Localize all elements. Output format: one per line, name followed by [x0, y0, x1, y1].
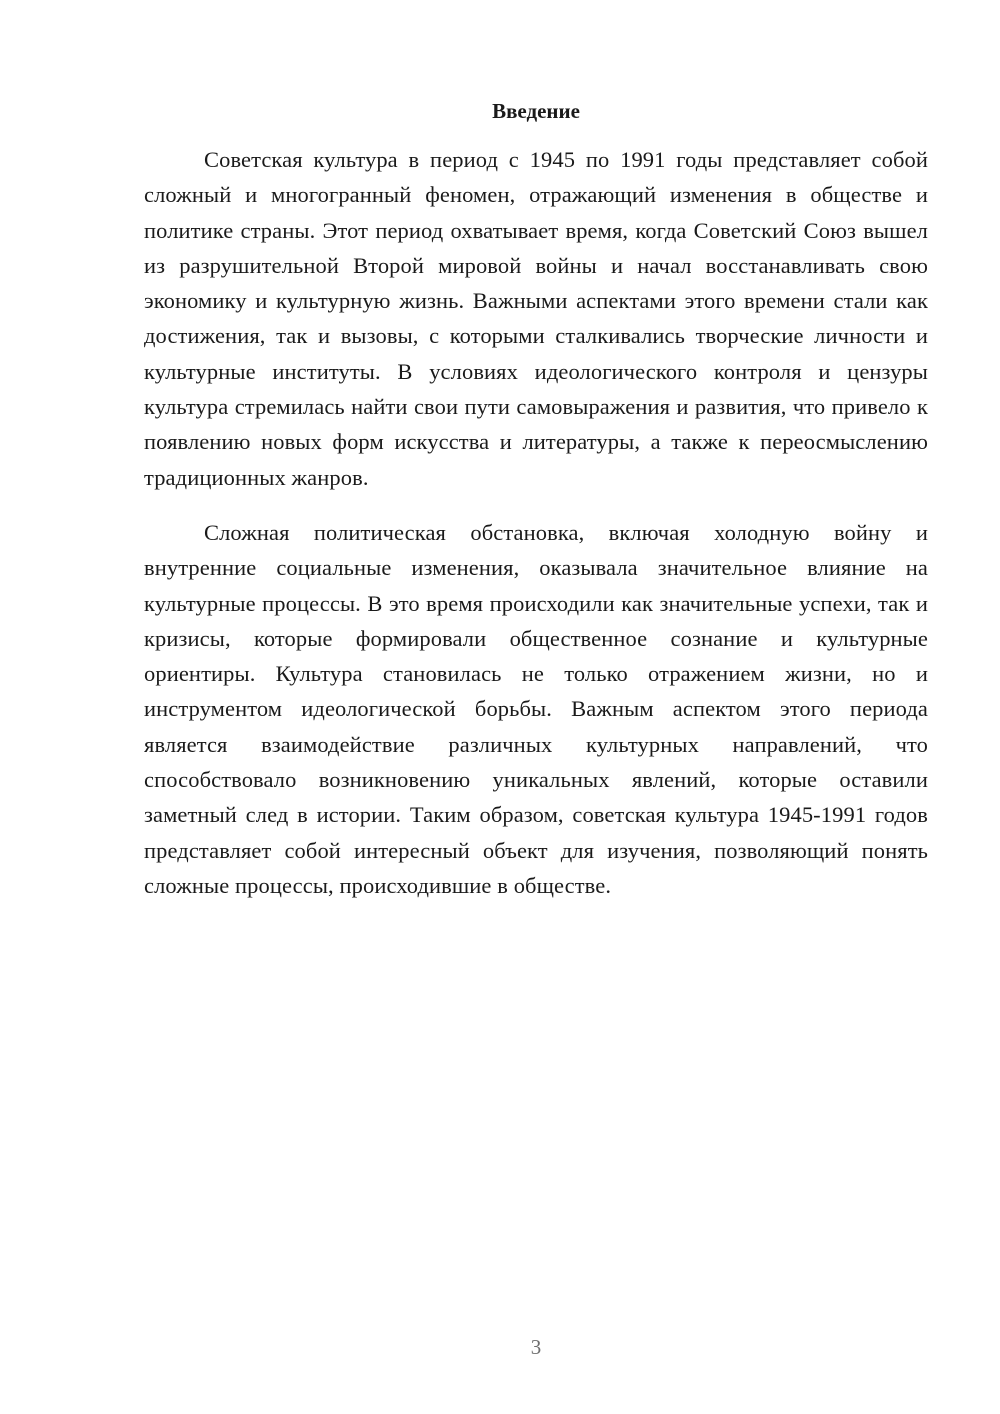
paragraph-2: Сложная политическая обстановка, включая холодную войну и внутренние социальные изменения, оказывала значительное влияние на культурные процессы. В это время происходили как значительные успехи, так и кризисы, которые формировали общественное сознание и культурные ориентиры. Культура становилась не только отражением жизни, но и инструментом идеологической борьбы. Важным аспектом этого периода является взаимодействие различных культурных направлений, что способствовало возникновению уникальных явлений, которые оставили заметный след в истории. Таким образом, советская культура 1945-1991 годов представляет собой интересный объект для изучения, позволяющий понять сложные процессы, происходившие в обществе.: [144, 519, 928, 898]
page-number: 3: [530, 1335, 542, 1359]
section-heading: Введение: [492, 99, 580, 123]
paragraph-1: Советская культура в период с 1945 по 1991 годы представляет собой сложный и многогранный феномен, отражающий изменения в обществе и политике страны. Этот период охватывает время, когда Советский Союз вышел из разрушительной Второй мировой войны и начал восстанавливать свою экономику и культурную жизнь. Важными аспектами этого времени стали как достижения, так и вызовы, с которыми сталкивались творческие личности и культурные институты. В условиях идеологического контроля и цензуры культура стремилась найти свои пути самовыражения и развития, что привело к появлению новых форм искусства и литературы, а также к переосмыслению традиционных жанров.: [144, 147, 928, 490]
body-text: [144, 142, 928, 903]
